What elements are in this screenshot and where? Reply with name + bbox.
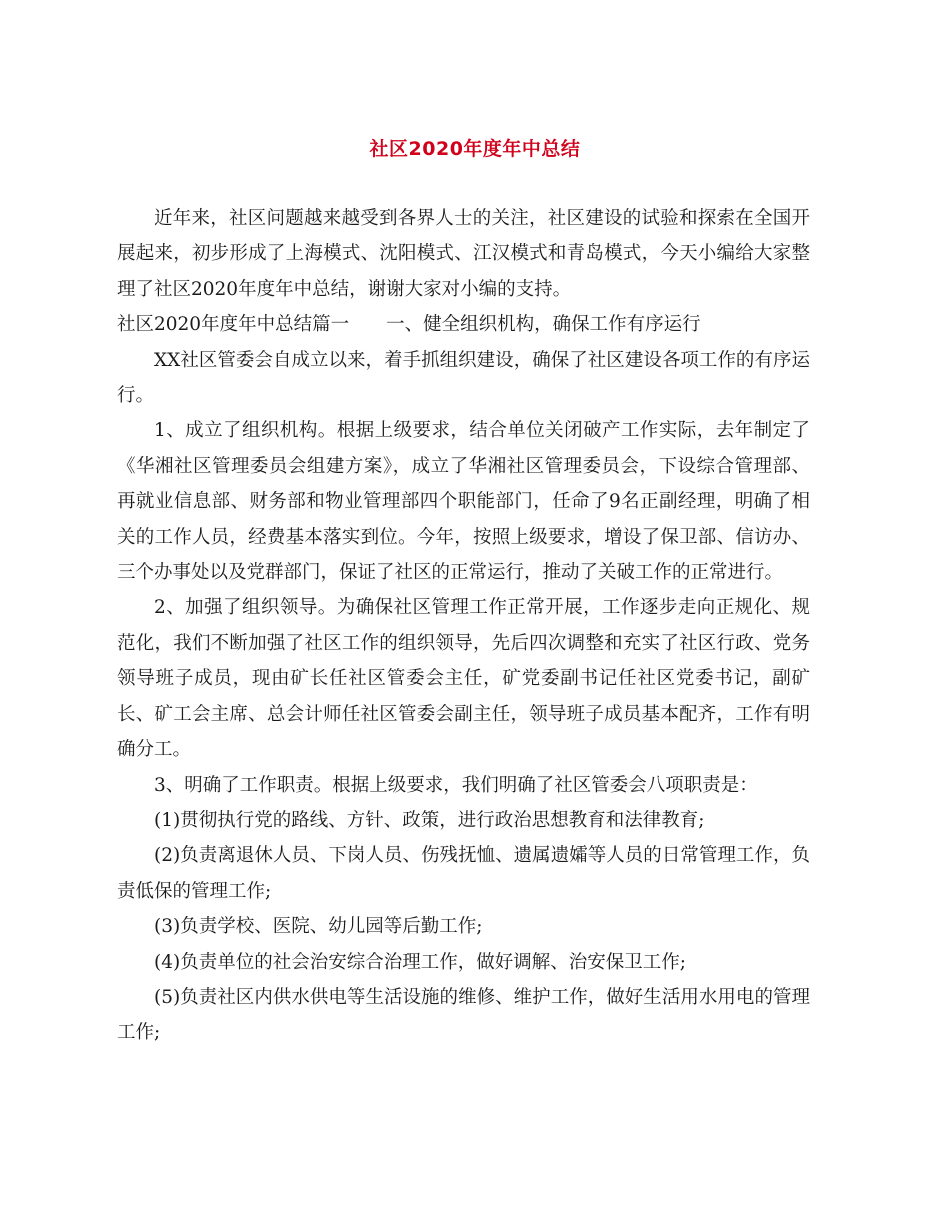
document-title: 社区2020年度年中总结 <box>369 138 581 160</box>
list-item: (5)负责社区内供水供电等生活设施的维修、维护工作，做好生活用水用电的管理工作; <box>117 986 810 1044</box>
intro-paragraph: 近年来，社区问题越来越受到各界人士的关注，社区建设的试验和探索在全国开展起来，初步形成了上海模式、沈阳模式、江汉模式和青岛模式，今天小编给大家整理了社区2020年度年中总结，谢谢大家对小编的支持。 <box>117 208 810 300</box>
list-item: (3)负责学校、医院、幼儿园等后勤工作; <box>154 916 483 938</box>
document-body <box>117 201 810 1051</box>
list-item: (2)负责离退休人员、下岗人员、伤残抚恤、遗属遗孀等人员的日常管理工作，负责低保的管理工作; <box>117 845 810 902</box>
section-heading: 社区2020年度年中总结篇一 一、健全组织机构，确保工作有序运行 <box>117 314 701 336</box>
paragraph-leadership: 2、加强了组织领导。为确保社区管理工作正常开展，工作逐步走向正规化、规范化，我们不断加强了社区工作的组织领导，先后四次调整和充实了社区行政、党务领导班子成员，现由矿长任社区管委会主任，矿党委副书记任社区党委书记，副矿长、矿工会主席、总会计师任社区管委会副主任，领导班子成员基本配齐，工作有明确分工。 <box>117 597 810 761</box>
list-item: (4)负责单位的社会治安综合治理工作，做好调解、治安保卫工作; <box>154 951 686 973</box>
paragraph-responsibilities: 3、明确了工作职责。根据上级要求，我们明确了社区管委会八项职责是： <box>154 774 758 796</box>
list-item: (1)贯彻执行党的路线、方针、政策，进行政治思想教育和法律教育; <box>154 809 705 831</box>
paragraph-overview: XX社区管委会自成立以来，着手抓组织建设，确保了社区建设各项工作的有序运行。 <box>117 349 810 407</box>
paragraph-organization: 1、成立了组织机构。根据上级要求，结合单位关闭破产工作实际，去年制定了《华湘社区管理委员会组建方案》，成立了华湘社区管理委员会，下设综合管理部、再就业信息部、财务部和物业管理部四个职能部门，任命了9名正副经理，明确了相关的工作人员，经费基本落实到位。今年，按照上级要求，增设了保卫部、信访办、三个办事处以及党群部门，保证了社区的正常运行，推动了关破工作的正常进行。 <box>117 420 810 584</box>
